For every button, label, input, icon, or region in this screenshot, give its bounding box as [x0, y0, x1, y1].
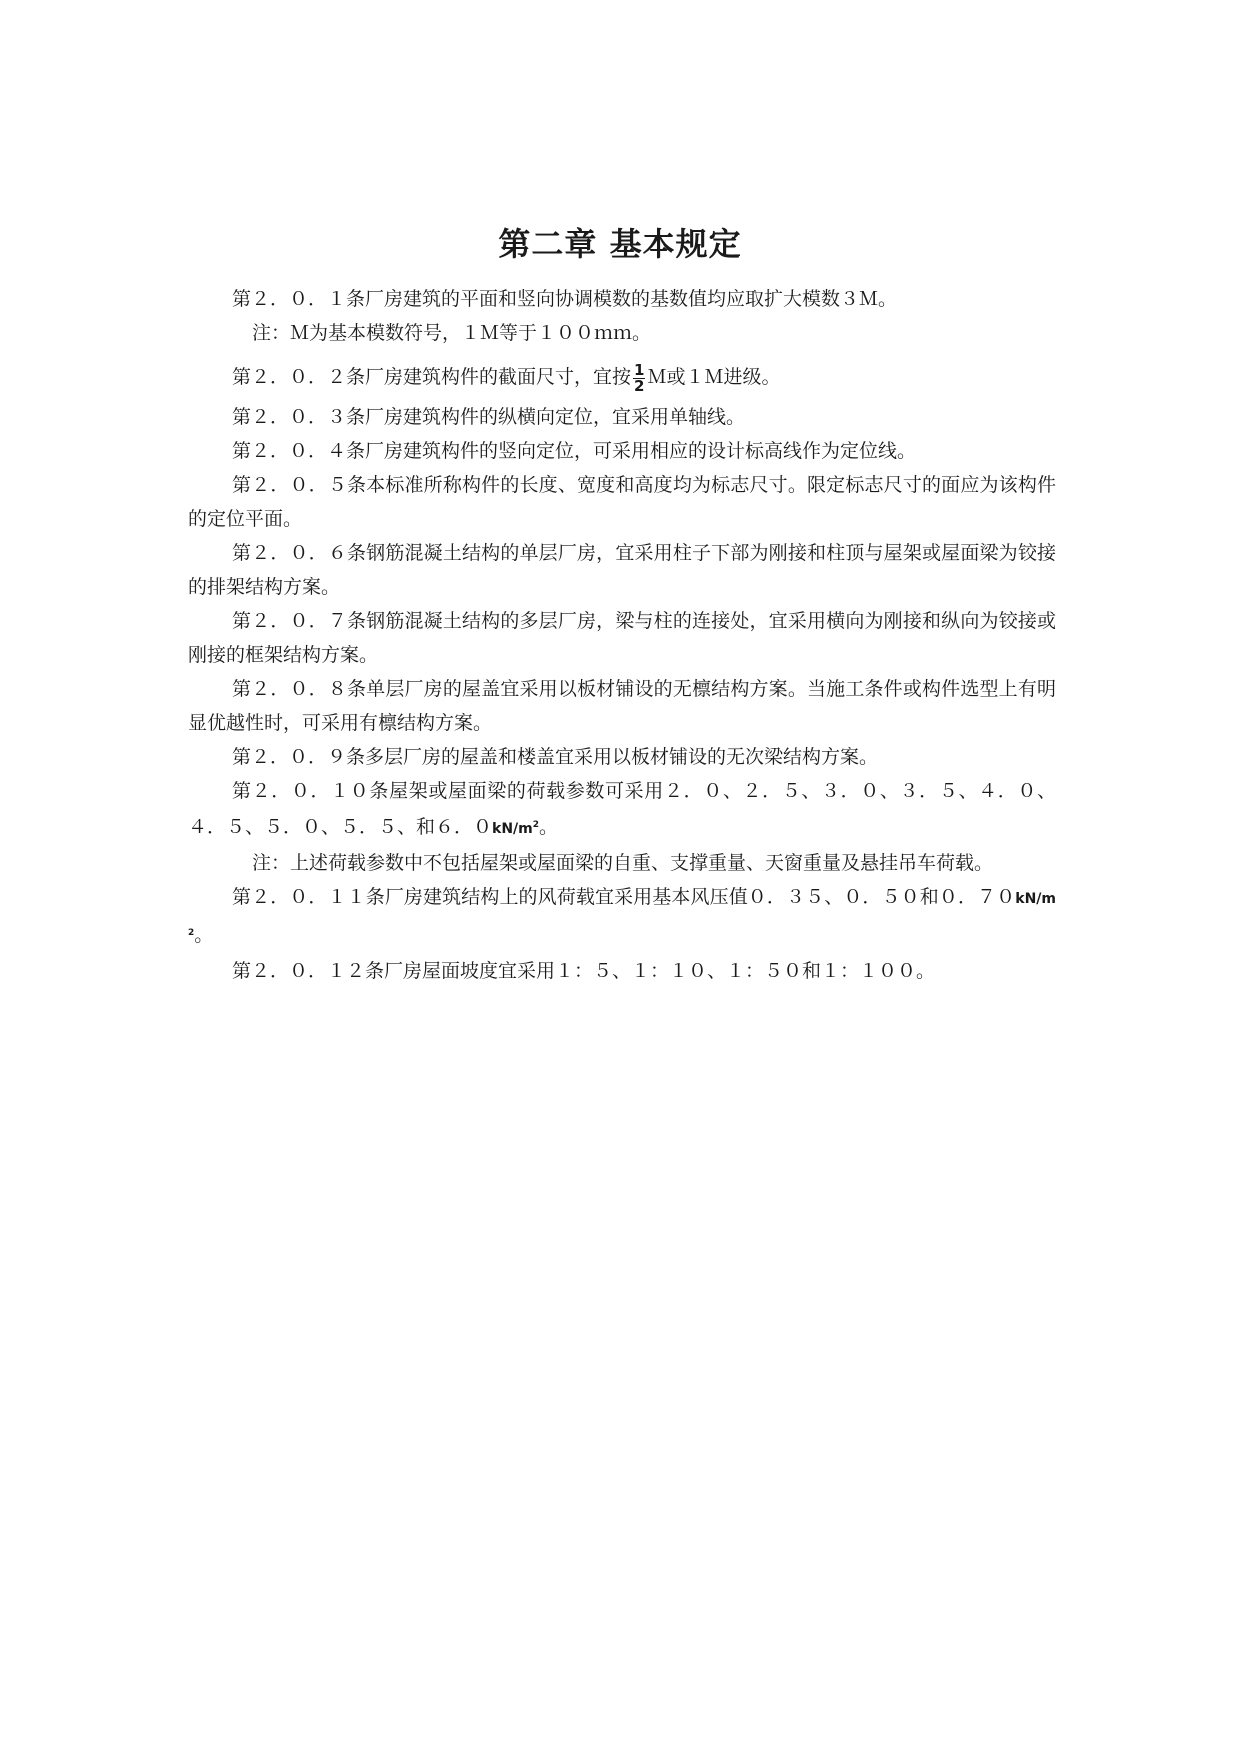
- note-modulus: 注：Ｍ为基本模数符号，１Ｍ等于１００ｍｍ。: [252, 322, 652, 344]
- unit-base: kN/m: [492, 821, 533, 837]
- unit-base: kN/m: [1015, 891, 1056, 907]
- clause-2-0-3: 第２．０．３条厂房建筑构件的纵横向定位，宜采用单轴线。: [232, 406, 746, 428]
- clause-2-0-5: 第２．０．５条本标准所称构件的长度、宽度和高度均为标志尺寸。限定标志尺寸的面应为该构件的定位平面。: [188, 474, 1056, 530]
- clause-2-0-7: 第２．０．７条钢筋混凝土结构的多层厂房，梁与柱的连接处，宜采用横向为刚接和纵向为铰接或刚接的框架结构方案。: [188, 610, 1056, 666]
- clause-2-0-8: 第２．０．８条单层厂房的屋盖宜采用以板材铺设的无檩结构方案。当施工条件或构件选型上有明显优越性时，可采用有檩结构方案。: [188, 678, 1056, 734]
- clause-2-0-12: 第２．０．１２条厂房屋面坡度宜采用１：５、１：１０、１：５０和１：１００。: [232, 960, 936, 982]
- clause-2-0-11-text: 第２．０．１１条厂房建筑结构上的风荷载宜采用基本风压值０．３５、０．５０和０．７０: [232, 886, 1016, 908]
- clause-2-0-10-text: 第２．０．１０条屋架或屋面梁的荷载参数可采用２．０、２．５、３．０、３．５、４．０、４．５、５．０、５．５、和６．０: [188, 780, 1056, 838]
- clause-2-0-10: [188, 774, 1056, 846]
- clause-2-0-6: 第２．０．６条钢筋混凝土结构的单层厂房，宜采用柱子下部为刚接和柱顶与屋架或屋面梁为铰接的排架结构方案。: [188, 542, 1056, 598]
- clause-2-0-2-text-after: Ｍ或１Ｍ进级。: [647, 366, 781, 388]
- fraction-one-half: [633, 363, 645, 394]
- clause-2-0-2: [188, 360, 1056, 394]
- unit-exponent: 2: [188, 928, 195, 938]
- fraction-denominator: 2: [634, 377, 645, 395]
- clause-2-0-1: 第２．０．１条厂房建筑的平面和竖向协调模数的基数值均应取扩大模数３Ｍ。: [232, 288, 898, 310]
- clause-2-0-2-text-before: 第２．０．２条厂房建筑构件的截面尺寸，宜按: [232, 366, 632, 388]
- chapter-title: 第二章 基本规定: [498, 225, 742, 263]
- note-load-parameters: 注：上述荷载参数中不包括屋架或屋面梁的自重、支撑重量、天窗重量及悬挂吊车荷载。: [252, 852, 994, 874]
- document-body: [188, 282, 1056, 988]
- unit-exponent: 2: [532, 820, 540, 830]
- clause-2-0-11: [188, 880, 1056, 954]
- clause-2-0-4: 第２．０．４条厂房建筑构件的竖向定位，可采用相应的设计标高线作为定位线。: [232, 440, 917, 462]
- clause-2-0-11-end: 。: [194, 924, 214, 946]
- fraction-numerator: 1: [634, 361, 645, 379]
- unit-kn-per-m2: [492, 821, 539, 837]
- clause-2-0-9: 第２．０．９条多层厂房的屋盖和楼盖宜采用以板材铺设的无次梁结构方案。: [232, 746, 879, 768]
- clause-2-0-10-end: 。: [539, 816, 559, 838]
